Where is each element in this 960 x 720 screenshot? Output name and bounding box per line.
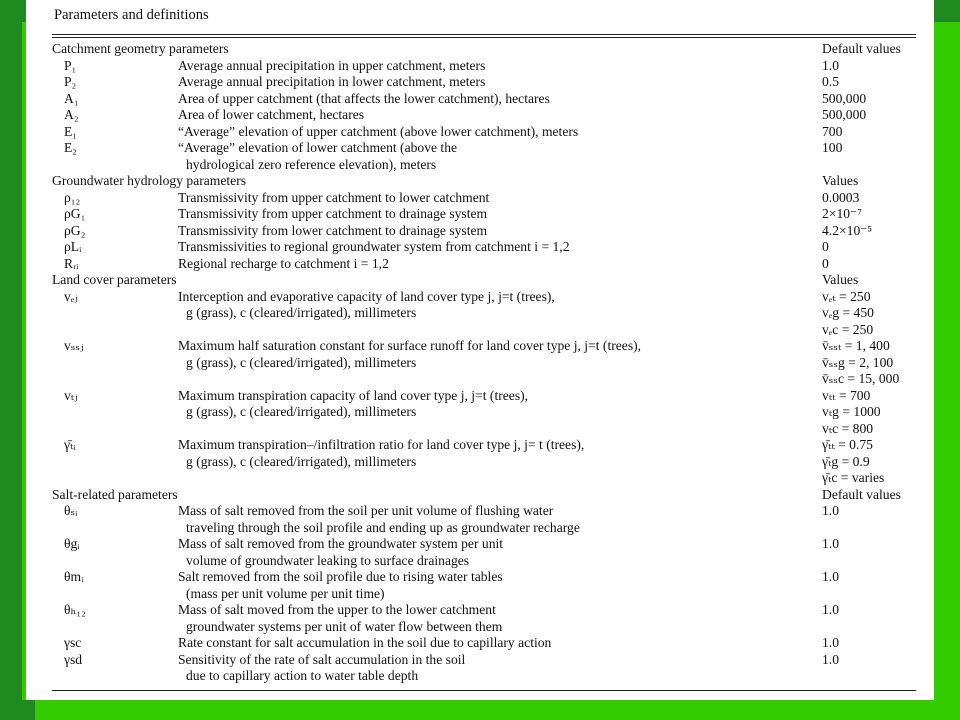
parameter-description [178,140,818,173]
section-name: Land cover parameters [52,272,177,287]
description-line: Mass of salt removed from the soil per unit volume of flushing water [178,503,554,518]
value-line: 1.0 [822,602,839,617]
parameter-value [822,190,932,207]
document-sheet [26,0,934,700]
table-row [26,652,934,685]
parameter-value [822,437,932,487]
description-line: Rate constant for salt accumulation in the soil due to capillary action [178,635,552,650]
document-title: Parameters and definitions [54,7,209,23]
parameter-description [178,602,818,635]
parameter-description [178,652,818,685]
parameter-symbol: A₁ [64,90,79,106]
parameter-value [822,58,932,75]
value-line: vₜc = 800 [822,420,874,436]
description-spacer [178,421,818,438]
values-header: Values [822,272,859,287]
description-line: Salt removed from the soil profile due to rising water tables [178,569,503,584]
value-line: γ̄ₜg = 0.9 [822,453,870,469]
value-line: γ̄ₜc = varies [822,470,885,485]
value-line: γ̄ₜₜ = 0.75 [822,437,873,452]
parameter-value [822,338,932,388]
value-line: 700 [822,123,843,139]
parameter-value [822,569,932,586]
value-line: 1.0 [822,536,839,551]
section-name: Groundwater hydrology parameters [52,173,247,188]
parameter-description [178,58,818,75]
parameter-symbol: ρ₁₂ [64,189,81,205]
description-line: volume of groundwater leaking to surface drainages [186,552,470,568]
parameter-value [822,223,932,240]
value-line: vₜₜ = 700 [822,387,871,403]
parameter-symbol: ρG₂ [64,222,86,238]
description-spacer [178,322,818,339]
top-rule [52,34,916,35]
parameter-symbol: E₁ [64,123,78,139]
parameter-symbol: E₂ [64,140,78,155]
left-dark-bar [0,0,22,720]
table-row [26,289,934,339]
parameter-symbol: vₑⱼ [64,288,78,304]
description-line: Transmissivity from upper catchment to lower catchment [178,189,490,205]
description-line: Area of lower catchment, hectares [178,107,365,122]
section-header [26,41,934,58]
parameter-value [822,256,932,273]
description-line: “Average” elevation of lower catchment (above the [178,140,458,155]
parameter-value [822,74,932,91]
description-line: Transmissivity from lower catchment to drainage system [178,222,488,238]
parameter-value [822,289,932,339]
parameter-value [822,239,932,256]
parameter-description [178,256,818,273]
parameter-description [178,437,818,487]
value-line: 1.0 [822,57,839,73]
parameter-description [178,91,818,108]
parameter-description [178,124,818,141]
description-line: Regional recharge to catchment i = 1,2 [178,255,389,271]
parameter-symbol: ρLᵢ [64,239,82,254]
value-line: vₑc = 250 [822,321,874,337]
parameters-table [26,41,934,685]
value-line: 2×10⁻⁷ [822,206,862,221]
description-spacer [178,371,818,388]
parameter-symbol: ρG₁ [64,206,86,221]
description-line: Area of upper catchment (that affects the lower catchment), hectares [178,90,550,106]
value-line: 1.0 [822,651,839,667]
table-row [26,239,934,256]
value-line: 4.2×10⁻⁵ [822,222,873,238]
parameter-description [178,338,818,388]
parameter-value [822,206,932,223]
parameter-value [822,124,932,141]
parameter-symbol: A₂ [64,107,79,122]
table-row [26,58,934,75]
parameter-description [178,635,818,652]
parameter-description [178,503,818,536]
bottom-rule [52,690,916,691]
table-row [26,223,934,240]
value-line: 0 [822,255,829,271]
table-row [26,536,934,569]
table-row [26,140,934,173]
parameter-description [178,289,818,339]
value-line: 0.0003 [822,189,860,205]
description-line: Maximum transpiration–/infiltration ratio for land cover type j, j= t (trees), [178,437,585,452]
table-row [26,256,934,273]
table-row [26,338,934,388]
value-line: 1.0 [822,635,839,650]
section-name: Salt-related parameters [52,486,178,502]
parameter-value [822,635,932,652]
parameter-description [178,239,818,256]
description-line: Sensitivity of the rate of salt accumulation in the soil [178,651,466,667]
value-line: v̄ₛₛg = 2, 100 [822,354,894,370]
value-line: 500,000 [822,107,867,122]
parameter-symbol: θₕ₁₂ [64,602,86,617]
parameter-value [822,652,932,669]
description-line: hydrological zero reference elevation), meters [186,156,437,172]
section-header [26,272,934,289]
parameter-symbol: vₛₛⱼ [64,338,84,353]
parameter-value [822,107,932,124]
parameter-symbol: P₂ [64,74,77,89]
description-line: g (grass), c (cleared/irrigated), millimeters [186,354,417,370]
value-line: vₑₜ = 250 [822,288,871,304]
values-header: Values [822,173,859,188]
description-line: due to capillary action to water table depth [186,668,419,683]
value-line: vₑg = 450 [822,305,874,320]
value-line: 100 [822,140,843,155]
parameter-symbol: Rᵣᵢ [64,255,79,271]
table-row [26,635,934,652]
parameter-symbol: P₁ [64,57,77,73]
parameter-symbol: vₜⱼ [64,387,78,403]
description-line: “Average” elevation of upper catchment (above lower catchment), meters [178,123,579,139]
value-line: 0 [822,239,829,254]
table-row [26,503,934,536]
value-line: vₜg = 1000 [822,404,881,419]
value-line: v̄ₛₛc = 15, 000 [822,371,900,386]
table-row [26,190,934,207]
value-line: 1.0 [822,503,839,518]
table-row [26,206,934,223]
parameter-value [822,503,932,520]
description-line: groundwater systems per unit of water flow between them [186,618,503,634]
description-line: Mass of salt moved from the upper to the lower catchment [178,602,496,617]
description-line: Average annual precipitation in upper catchment, meters [178,57,486,73]
description-line: Average annual precipitation in lower catchment, meters [178,74,486,89]
description-line: Transmissivities to regional groundwater system from catchment i = 1,2 [178,239,570,254]
description-line: Interception and evaporative capacity of land cover type j, j=t (trees), [178,288,555,304]
table-row [26,91,934,108]
description-line: g (grass), c (cleared/irrigated), millimeters [186,404,417,419]
description-line: g (grass), c (cleared/irrigated), millimeters [186,453,417,469]
parameter-description [178,536,818,569]
parameter-symbol: θₛᵢ [64,503,78,518]
top-rule-second [52,37,916,38]
description-spacer [178,470,818,487]
value-line: 1.0 [822,569,839,584]
parameter-description [178,107,818,124]
section-header [26,487,934,504]
parameter-description [178,569,818,602]
parameter-description [178,190,818,207]
table-row [26,569,934,602]
table-row [26,437,934,487]
parameter-symbol: γsc [64,635,82,650]
description-line: Maximum transpiration capacity of land cover type j, j=t (trees), [178,387,529,403]
parameter-description [178,74,818,91]
description-line: Mass of salt removed from the groundwater system per unit [178,536,504,551]
parameter-description [178,223,818,240]
table-row [26,74,934,91]
parameter-symbol: γ̄ₜᵢ [64,437,76,452]
parameter-value [822,388,932,438]
value-line: 0.5 [822,74,839,89]
parameter-value [822,602,932,619]
value-line: v̄ₛₛₜ = 1, 400 [822,338,890,353]
table-row [26,388,934,438]
parameter-value [822,91,932,108]
bottom-light-bar [35,700,960,720]
value-line: 500,000 [822,90,867,106]
parameter-description [178,206,818,223]
section-name: Catchment geometry parameters [52,41,229,56]
parameter-symbol: θmᵢ [64,569,84,584]
description-line: Transmissivity from upper catchment to drainage system [178,206,488,221]
values-header: Default values [822,41,901,56]
table-row [26,124,934,141]
section-header [26,173,934,190]
table-row [26,602,934,635]
table-row [26,107,934,124]
description-line: Maximum half saturation constant for surface runoff for land cover type j, j=t (trees), [178,338,642,353]
description-line: g (grass), c (cleared/irrigated), millimeters [186,305,417,320]
description-line: traveling through the soil profile and ending up as groundwater recharge [186,519,580,535]
parameter-description [178,388,818,438]
parameter-symbol: γsd [64,651,83,667]
values-header: Default values [822,486,901,502]
parameter-value [822,140,932,157]
parameter-value [822,536,932,553]
description-line: (mass per unit volume per unit time) [186,585,385,601]
parameter-symbol: θgᵢ [64,536,80,551]
